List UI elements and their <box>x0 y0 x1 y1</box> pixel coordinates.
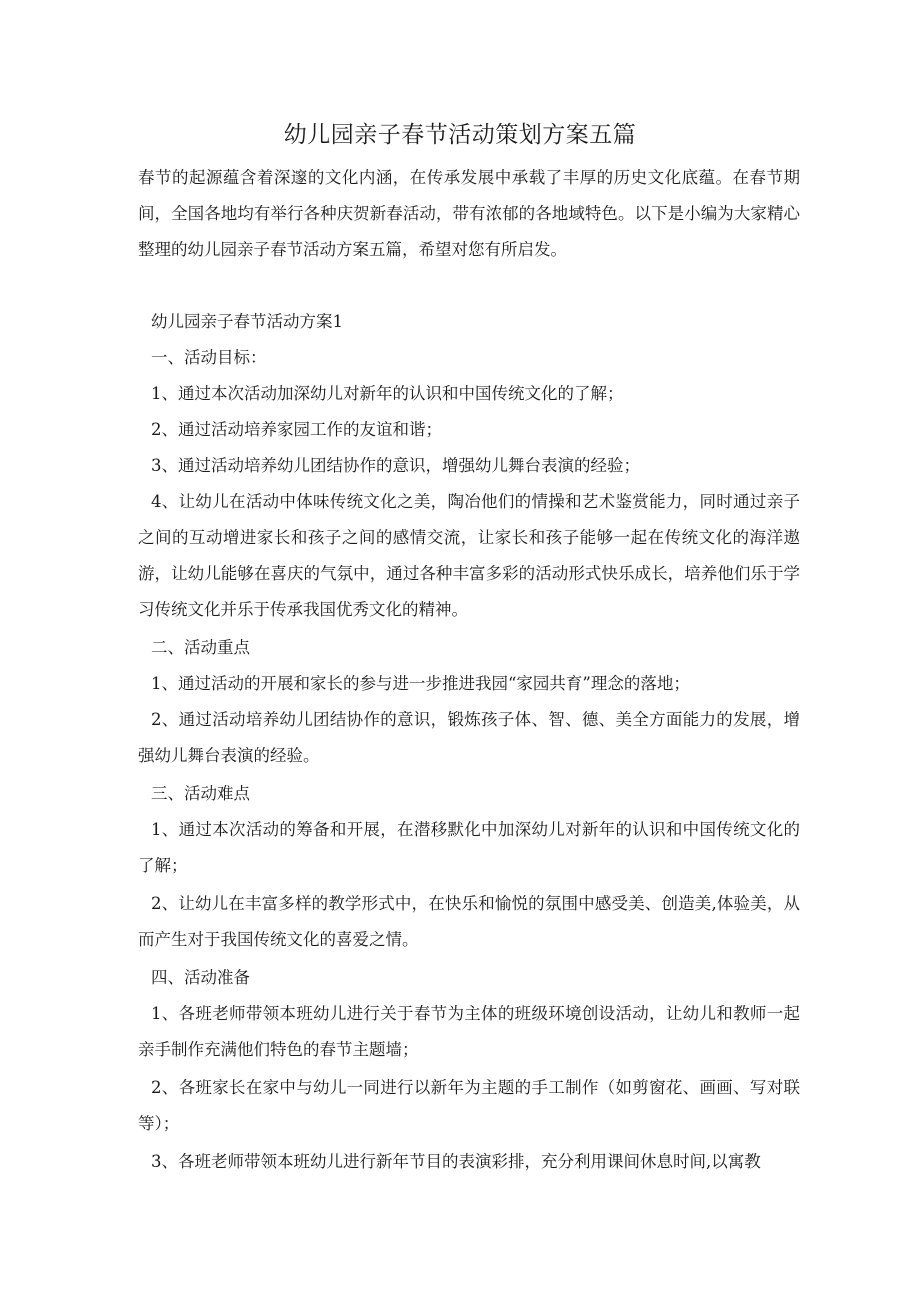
difficulty-item-2 <box>138 886 800 958</box>
preparation-item-3 <box>138 1144 800 1180</box>
preparation-item-2-text: 2、各班家长在家中与幼儿一同进行以新年为主题的手工制作（如剪窗花、画画、写对联等）； <box>138 1078 800 1133</box>
preparation-item-2 <box>138 1070 800 1142</box>
preparation-item-1 <box>138 996 800 1068</box>
heading-preparation: 四、活动准备 <box>151 968 250 987</box>
goal-item-3: 3、通过活动培养幼儿团结协作的意识，增强幼儿舞台表演的经验； <box>151 456 640 475</box>
preparation-item-1-text: 1、各班老师带领本班幼儿进行关于春节为主体的班级环境创设活动，让幼儿和教师一起亲手制作充满他们特色的春节主题墙； <box>138 1004 800 1059</box>
preparation-item-3-text: 3、各班老师带领本班幼儿进行新年节目的表演彩排，充分利用课间休息时间,以寓教 <box>151 1152 761 1171</box>
goal-item-1: 1、通过本次活动加深幼儿对新年的认识和中国传统文化的了解； <box>151 384 624 403</box>
key-point-item-1: 1、通过活动的开展和家长的参与进一步推进我园“家园共育”理念的落地； <box>151 674 690 693</box>
heading-key-points: 二、活动重点 <box>151 638 250 657</box>
intro-paragraph: 春节的起源蕴含着深邃的文化内涵，在传承发展中承载了丰厚的历史文化底蕴。在春节期间，全国各地均有举行各种庆贺新春活动，带有浓郁的各地域特色。以下是小编为大家精心整理的幼儿园亲子春节活动方案五篇，希望对您有所启发。 <box>138 168 800 259</box>
difficulty-item-2-text: 2、让幼儿在丰富多样的教学形式中，在快乐和愉悦的氛围中感受美、创造美,体验美，从而产生对于我国传统文化的喜爱之情。 <box>138 894 800 949</box>
heading-goals: 一、活动目标： <box>151 348 267 367</box>
section-title: 幼儿园亲子春节活动方案1 <box>151 312 343 331</box>
heading-difficulties: 三、活动难点 <box>151 784 250 803</box>
key-point-item-2-text: 2、通过活动培养幼儿团结协作的意识，锻炼孩子体、智、德、美全方面能力的发展，增强幼儿舞台表演的经验。 <box>138 710 800 765</box>
key-point-item-2 <box>138 702 800 774</box>
goal-item-2: 2、通过活动培养家园工作的友谊和谐； <box>151 420 442 439</box>
difficulty-item-1 <box>138 812 800 884</box>
difficulty-item-1-text: 1、通过本次活动的筹备和开展，在潜移默化中加深幼儿对新年的认识和中国传统文化的了解； <box>138 820 800 875</box>
document-title: 幼儿园亲子春节活动策划方案五篇 <box>283 122 637 148</box>
goal-item-4-text: 4、让幼儿在活动中体味传统文化之美，陶冶他们的情操和艺术鉴赏能力，同时通过亲子之间的互动增进家长和孩子之间的感情交流，让家长和孩子能够一起在传统文化的海洋遨游，让幼儿能够在喜庆的气氛中，通过各种丰富多彩的活动形式快乐成长，培养他们乐于学习传统文化并乐于传承我国优秀文化的精神。 <box>138 492 800 619</box>
goal-item-4 <box>138 484 800 628</box>
